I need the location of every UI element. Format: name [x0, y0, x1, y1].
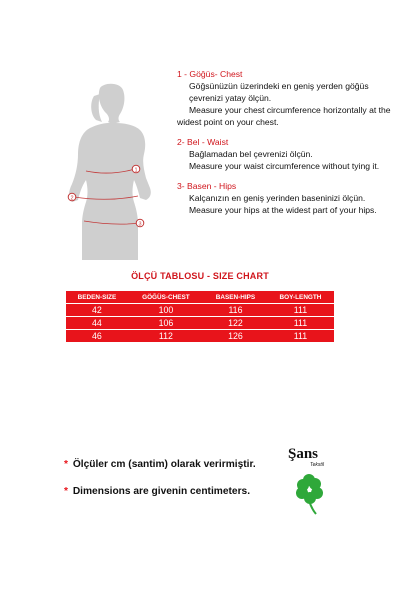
- table-row: [66, 330, 334, 343]
- hips-text-tr: Kalçanızın en geniş yerinden baseninizi ölçün.: [189, 193, 366, 203]
- star-mark: *: [64, 486, 68, 497]
- waist-text-en: Measure your waist circumference without tying it.: [189, 161, 380, 171]
- marker-hips: [136, 219, 144, 227]
- length-cell: 111: [267, 304, 334, 317]
- length-cell: 111: [267, 317, 334, 330]
- header-hips: BASEN-HIPS: [215, 293, 256, 301]
- table-row: [66, 317, 334, 330]
- marker-2-label: 2: [70, 195, 74, 202]
- marker-1-label: 1: [134, 167, 138, 174]
- chest-cell: 106: [128, 317, 204, 330]
- chest-text-en: Measure your chest circumference horizontally at the widest point on your chest.: [177, 105, 391, 127]
- clover-icon: [296, 474, 323, 514]
- header-length: BOY-LENGTH: [279, 293, 322, 301]
- chest-title: 1 - Göğüs- Chest: [177, 69, 243, 79]
- chest-section: [177, 68, 392, 128]
- chest-text-tr: Göğsünüzün üzerindeki en geniş yerden göğüs çevrenizi yatay ölçün.: [189, 81, 369, 103]
- note-turkish-text: Ölçüler cm (santim) olarak verirmiştir.: [72, 459, 256, 470]
- chest-cell: 100: [128, 304, 204, 317]
- note-english-text: Dimensions are givenin centimeters.: [72, 486, 251, 497]
- marker-waist: [68, 193, 76, 201]
- brand-logo: [280, 440, 350, 520]
- size-cell: 46: [66, 330, 128, 343]
- hips-cell: 126: [204, 330, 267, 343]
- note-turkish: [64, 459, 256, 470]
- hips-section: [177, 180, 392, 216]
- size-cell: 42: [66, 304, 128, 317]
- size-cell: 44: [66, 317, 128, 330]
- measuring-instructions: [177, 68, 392, 224]
- hips-cell: 116: [204, 304, 267, 317]
- marker-chest: [132, 165, 140, 173]
- star-mark: *: [64, 459, 68, 470]
- length-cell: 111: [267, 330, 334, 343]
- waist-text-tr: Bağlamadan bel çevrenizi ölçün.: [189, 149, 313, 159]
- header-chest: GÖĞÜS-CHEST: [142, 293, 190, 301]
- body-silhouette: [60, 80, 170, 260]
- hips-title: 3- Basen - Hips: [177, 181, 237, 191]
- hips-text-en: Measure your hips at the widest part of your hips.: [189, 205, 377, 215]
- size-chart-title: ÖLÇÜ TABLOSU - SIZE CHART: [131, 271, 269, 281]
- waist-title: 2- Bel - Waist: [177, 137, 229, 147]
- hips-cell: 122: [204, 317, 267, 330]
- waist-section: [177, 136, 392, 172]
- chest-cell: 112: [128, 330, 204, 343]
- table-row: [66, 304, 334, 317]
- size-chart-table: [66, 291, 334, 342]
- table-header-row: [66, 291, 334, 304]
- logo-name: Şans: [288, 446, 319, 462]
- note-english: [64, 486, 250, 497]
- header-size: BEDEN-SIZE: [77, 293, 117, 301]
- marker-3-label: 3: [138, 221, 142, 228]
- logo-sub: Tekstil: [310, 462, 324, 468]
